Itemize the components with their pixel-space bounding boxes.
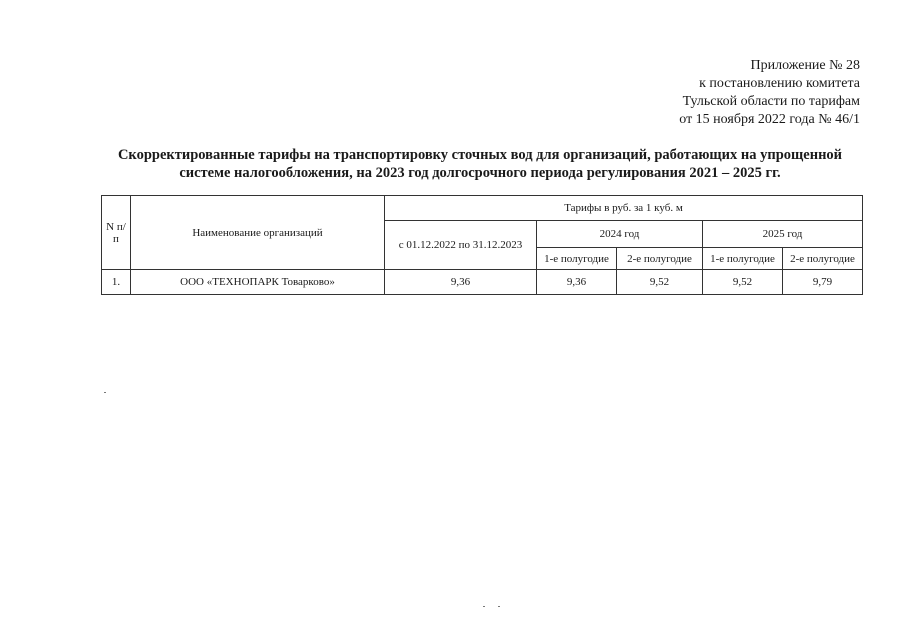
appendix-line: к постановлению комитета <box>699 76 860 91</box>
appendix-line: Приложение № 28 <box>750 58 860 73</box>
header-tariffs-group: Тарифы в руб. за 1 куб. м <box>385 196 863 221</box>
appendix-block <box>679 57 860 129</box>
cell-num: 1. <box>102 270 131 295</box>
header-2025-half-1: 1-е полугодие <box>703 248 783 270</box>
scan-speck <box>483 606 485 607</box>
appendix-line: Тульской области по тарифам <box>682 94 860 109</box>
header-period: с 01.12.2022 по 31.12.2023 <box>385 221 537 270</box>
header-year-2025: 2025 год <box>703 221 863 248</box>
cell-2024-h2: 9,52 <box>617 270 703 295</box>
cell-org: ООО «ТЕХНОПАРК Товарково» <box>131 270 385 295</box>
cell-period: 9,36 <box>385 270 537 295</box>
title-line: системе налогообложения, на 2023 год долгосрочного периода регулирования 2021 – 2025 гг. <box>179 165 781 181</box>
header-2024-half-2: 2-е полугодие <box>617 248 703 270</box>
header-org: Наименование организаций <box>131 196 385 270</box>
cell-2025-h2: 9,79 <box>783 270 863 295</box>
scan-speck <box>498 606 500 607</box>
header-row <box>102 196 863 221</box>
cell-2025-h1: 9,52 <box>703 270 783 295</box>
scan-speck <box>104 392 106 393</box>
appendix-line: от 15 ноября 2022 года № 46/1 <box>679 112 860 127</box>
header-2025-half-2: 2-е полугодие <box>783 248 863 270</box>
title-line: Скорректированные тарифы на транспортировку сточных вод для организаций, работающих на упрощенной <box>117 147 843 163</box>
tariffs-table <box>101 195 863 295</box>
document-title <box>100 146 860 182</box>
header-num: N п/п <box>102 196 131 270</box>
header-year-2024: 2024 год <box>537 221 703 248</box>
table-row <box>102 270 863 295</box>
header-2024-half-1: 1-е полугодие <box>537 248 617 270</box>
cell-2024-h1: 9,36 <box>537 270 617 295</box>
